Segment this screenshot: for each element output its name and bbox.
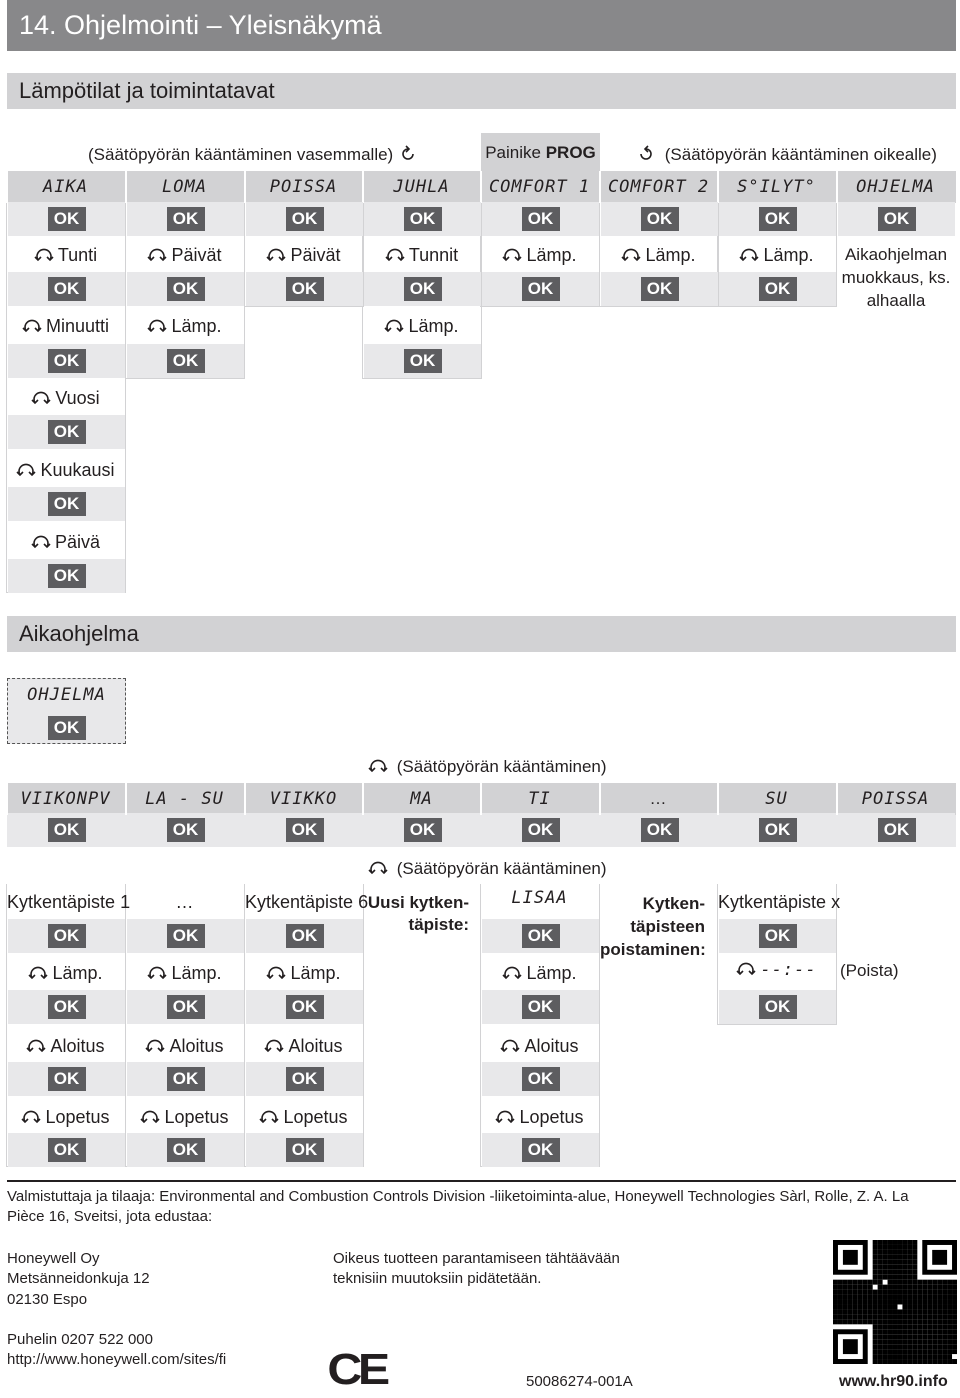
- divider: [480, 171, 482, 203]
- step-label: [363, 309, 480, 343]
- ok-button-day-5[interactable]: [601, 813, 718, 847]
- rotate-icon: [31, 388, 51, 408]
- end-label-text: Lopetus: [283, 1107, 348, 1127]
- start-label: [7, 1029, 124, 1063]
- switch-point-6: Kytkentäpiste 6: [245, 892, 369, 912]
- rotate-icon: [502, 245, 522, 265]
- ok-button-mode-5[interactable]: [601, 202, 718, 236]
- ok-label: OK: [48, 716, 86, 740]
- end-label: [126, 1100, 243, 1134]
- ok-label: OK: [286, 924, 324, 948]
- rotate-icon: [26, 1036, 46, 1056]
- day-1: LA - SU: [145, 789, 224, 809]
- step-label-text: Lämp.: [763, 245, 814, 265]
- day-3: MA: [410, 789, 433, 809]
- ok-button[interactable]: [719, 919, 836, 953]
- step-label-text: Päivä: [54, 532, 101, 552]
- rotate-icon: [384, 316, 404, 336]
- step-label: [7, 238, 124, 272]
- ok-label: OK: [286, 818, 324, 842]
- step-label-text: Tunnit: [408, 245, 459, 265]
- footer-rule: [7, 1180, 956, 1182]
- divider: [480, 783, 482, 815]
- ok-button[interactable]: [246, 1062, 363, 1096]
- website-link[interactable]: http://www.honeywell.com/sites/fi: [7, 1351, 227, 1368]
- ok-button-day-2[interactable]: [246, 813, 363, 847]
- ok-label: OK: [522, 818, 560, 842]
- switch-point-1: Kytkentäpiste 1: [7, 892, 131, 912]
- ok-label: OK: [48, 420, 86, 444]
- rotate-icon: [502, 963, 522, 983]
- ok-label: OK: [167, 924, 205, 948]
- ok-label: OK: [759, 995, 797, 1019]
- ok-button-mode-4[interactable]: [482, 202, 599, 236]
- temp-label-text: Lämp.: [171, 963, 222, 983]
- rotate-icon: [500, 1036, 520, 1056]
- start-label-text: Aloitus: [288, 1036, 343, 1056]
- step-label-text: Kuukausi: [40, 460, 115, 480]
- rotate-caption-text: (Säätöpyörän kääntäminen): [396, 859, 607, 878]
- ok-label: OK: [167, 277, 205, 301]
- address-line-2: Metsänneidonkuja 12: [7, 1270, 150, 1287]
- step-label: [7, 453, 124, 487]
- step-label-text: Lämp.: [408, 316, 459, 336]
- mode-1: LOMA: [162, 177, 207, 197]
- rotate-icon: [28, 963, 48, 983]
- ok-label: OK: [404, 818, 442, 842]
- rotate-icon: [259, 1107, 279, 1127]
- ok-label: OK: [522, 924, 560, 948]
- rotate-icon: [147, 245, 167, 265]
- divider: [244, 783, 246, 815]
- rotate-left-icon: [398, 144, 418, 164]
- end-label-text: Lopetus: [519, 1107, 584, 1127]
- ok-label: OK: [878, 207, 916, 231]
- rights-line-2: teknisiin muutoksiin pidätetään.: [333, 1270, 542, 1287]
- temp-label-text: Lämp.: [290, 963, 341, 983]
- start-label: [126, 1029, 243, 1063]
- rotate-icon: [147, 963, 167, 983]
- divider: [6, 171, 8, 203]
- step-label-text: Päivät: [290, 245, 341, 265]
- step-label: [126, 309, 243, 343]
- start-label-text: Aloitus: [50, 1036, 105, 1056]
- edit-note: [836, 243, 956, 312]
- blank-time-text: --:--: [760, 960, 817, 980]
- ok-label: OK: [48, 492, 86, 516]
- ok-button[interactable]: [601, 272, 718, 306]
- ok-button-day-6[interactable]: [719, 813, 836, 847]
- ok-button-day-7[interactable]: [838, 813, 955, 847]
- divider: [6, 783, 8, 815]
- ok-label: OK: [522, 995, 560, 1019]
- remove-switch-point: Kytken- täpisteen poistaminen:: [600, 894, 706, 959]
- step-label-text: Vuosi: [55, 388, 100, 408]
- ok-button[interactable]: [246, 1133, 363, 1167]
- prog-button-text: Painike: [485, 143, 546, 162]
- ok-label: OK: [759, 207, 797, 231]
- remove-note: (Poista): [840, 961, 899, 980]
- mode-5: COMFORT 2: [607, 177, 710, 197]
- start-label: [245, 1029, 362, 1063]
- ok-label: OK: [404, 277, 442, 301]
- ok-label: OK: [167, 818, 205, 842]
- ok-label: OK: [48, 277, 86, 301]
- ok-button[interactable]: [719, 272, 836, 306]
- ok-label: OK: [522, 1067, 560, 1091]
- ok-button[interactable]: [127, 1062, 244, 1096]
- phone-line: Puhelin 0207 522 000: [7, 1331, 153, 1348]
- prog-button-label: PROG: [545, 143, 596, 162]
- ok-button-mode-7[interactable]: [838, 202, 955, 236]
- divider: [125, 171, 127, 203]
- ok-label: OK: [641, 818, 679, 842]
- divider: [717, 783, 719, 815]
- rotate-icon: [495, 1107, 515, 1127]
- divider: [244, 171, 246, 203]
- ok-label: OK: [286, 1138, 324, 1162]
- rights-line-1: Oikeus tuotteen parantamiseen tähtäävään: [333, 1250, 620, 1267]
- day-5: …: [649, 789, 668, 808]
- ok-label: OK: [167, 995, 205, 1019]
- rotate-right-icon: [636, 144, 656, 164]
- ok-label: OK: [759, 818, 797, 842]
- ok-button[interactable]: [8, 344, 125, 378]
- ok-label: OK: [48, 564, 86, 588]
- manufacturer-line: Valmistuttaja ja tilaaja: Environmental and Combustion Controls Division -liiketoiminta-alue, Honeywell Technologies Sàrl, Rolle, Z. A. La Pièce 16, Sveitsi, jota edustaa:: [7, 1188, 909, 1225]
- mode-2: POISSA: [269, 177, 338, 197]
- ok-button[interactable]: [364, 344, 481, 378]
- step-label: [363, 238, 480, 272]
- ok-button[interactable]: [8, 559, 125, 593]
- rotate-icon: [739, 245, 759, 265]
- step-label-text: Lämp.: [526, 245, 577, 265]
- day-7: POISSA: [861, 789, 930, 809]
- temp-label: [7, 956, 124, 990]
- rotate-icon: [368, 756, 388, 776]
- ok-button[interactable]: [246, 272, 363, 306]
- ok-label: OK: [878, 818, 916, 842]
- mode-0: AIKA: [43, 177, 88, 197]
- mode-7: OHJELMA: [856, 177, 935, 197]
- rotate-icon: [266, 245, 286, 265]
- ok-button[interactable]: [482, 272, 599, 306]
- rotate-icon: [140, 1107, 160, 1127]
- hr90-website[interactable]: www.hr90.info: [839, 1373, 948, 1390]
- ok-label: OK: [759, 924, 797, 948]
- ok-button-day-1[interactable]: [127, 813, 244, 847]
- rotate-caption-switch: [368, 858, 607, 879]
- step-label: [245, 238, 362, 272]
- rotate-caption-days: [368, 756, 607, 777]
- rotate-icon: [31, 532, 51, 552]
- end-label: [7, 1100, 124, 1134]
- rotate-icon: [21, 1107, 41, 1127]
- address-line-3: 02130 Espo: [7, 1291, 88, 1308]
- end-label: [245, 1100, 362, 1134]
- ok-label: OK: [167, 207, 205, 231]
- step-label: [600, 238, 717, 272]
- blank-time-label: [718, 953, 835, 987]
- temp-label: [245, 956, 362, 990]
- divider: [836, 783, 838, 815]
- prog-ok-button[interactable]: [8, 711, 125, 745]
- mode-3: JUHLA: [393, 177, 450, 197]
- prog-button-box: [481, 133, 600, 171]
- ok-label: OK: [167, 1138, 205, 1162]
- rotate-left-text: (Säätöpyörän kääntäminen vasemmalle): [88, 145, 394, 164]
- rotate-icon: [385, 245, 405, 265]
- switch-point-x: Kytkentäpiste x: [718, 892, 841, 912]
- edit-note-text: Aikaohjelman muokkaus, ks. alhaalla: [841, 245, 951, 310]
- rotate-icon: [34, 245, 54, 265]
- ok-button[interactable]: [127, 919, 244, 953]
- ok-button-day-3[interactable]: [364, 813, 481, 847]
- ok-button[interactable]: [127, 344, 244, 378]
- start-label: [481, 1029, 598, 1063]
- ok-button[interactable]: [8, 1133, 125, 1167]
- rotate-icon: [368, 858, 388, 878]
- end-label: [481, 1100, 598, 1134]
- manufacturer-text: [7, 1187, 947, 1227]
- ok-label: OK: [404, 349, 442, 373]
- step-label-text: Lämp.: [171, 316, 222, 336]
- ok-label: OK: [286, 207, 324, 231]
- ok-button[interactable]: [8, 415, 125, 449]
- ok-button[interactable]: [8, 272, 125, 306]
- end-label-text: Lopetus: [164, 1107, 229, 1127]
- ok-button-mode-1[interactable]: [127, 202, 244, 236]
- day-4: TI: [528, 789, 551, 809]
- divider: [362, 171, 364, 203]
- ok-button[interactable]: [8, 487, 125, 521]
- rotate-icon: [16, 460, 36, 480]
- rotate-icon: [22, 316, 42, 336]
- step-label-text: Minuutti: [45, 316, 110, 336]
- ok-label: OK: [286, 995, 324, 1019]
- divider: [836, 171, 838, 203]
- rotate-right-caption: [636, 144, 937, 165]
- rotate-icon: [147, 316, 167, 336]
- ok-label: OK: [48, 1067, 86, 1091]
- ok-button-mode-6[interactable]: [719, 202, 836, 236]
- divider: [599, 783, 601, 815]
- ok-label: OK: [48, 995, 86, 1019]
- ok-button-mode-0[interactable]: [8, 202, 125, 236]
- address-line-1: Honeywell Oy: [7, 1250, 100, 1267]
- ok-button[interactable]: [127, 1133, 244, 1167]
- ok-label: OK: [48, 924, 86, 948]
- step-label: [718, 238, 835, 272]
- document-code: 50086274-001A: [526, 1373, 633, 1390]
- ok-button[interactable]: [482, 990, 599, 1024]
- switch-point-dots: …: [175, 892, 194, 912]
- prog-display-label: OHJELMA: [27, 685, 106, 705]
- ok-label: OK: [167, 349, 205, 373]
- day-2: VIIKKO: [269, 789, 338, 809]
- ok-label: OK: [522, 277, 560, 301]
- ok-label: OK: [286, 1067, 324, 1091]
- end-label-text: Lopetus: [45, 1107, 110, 1127]
- rotate-icon: [266, 963, 286, 983]
- ok-label: OK: [167, 1067, 205, 1091]
- step-label: [7, 309, 124, 343]
- ok-label: OK: [522, 1138, 560, 1162]
- rotate-right-text: (Säätöpyörän kääntäminen oikealle): [664, 145, 937, 164]
- ok-button-day-4[interactable]: [482, 813, 599, 847]
- ok-button-mode-2[interactable]: [246, 202, 363, 236]
- ok-button[interactable]: [246, 919, 363, 953]
- ok-label: OK: [641, 277, 679, 301]
- step-label: [126, 238, 243, 272]
- rotate-icon: [264, 1036, 284, 1056]
- ok-button[interactable]: [8, 1062, 125, 1096]
- divider: [717, 171, 719, 203]
- temp-label: [481, 956, 598, 990]
- mode-6: S°ILYT°: [737, 177, 816, 197]
- step-label-text: Päivät: [171, 245, 222, 265]
- ok-button[interactable]: [8, 919, 125, 953]
- ok-label: OK: [48, 207, 86, 231]
- ok-button[interactable]: [364, 272, 481, 306]
- ok-button[interactable]: [127, 990, 244, 1024]
- temp-label: [126, 956, 243, 990]
- new-switch-point: Uusi kytken- täpiste:: [367, 893, 469, 934]
- section-heading-time-program: Aikaohjelma: [7, 616, 956, 652]
- step-label: [481, 238, 598, 272]
- rotate-icon: [621, 245, 641, 265]
- start-label-text: Aloitus: [524, 1036, 579, 1056]
- add-switch-point: LISAA: [511, 888, 568, 908]
- ok-label: OK: [522, 207, 560, 231]
- divider: [125, 783, 127, 815]
- ok-label: OK: [286, 277, 324, 301]
- ok-button[interactable]: [246, 990, 363, 1024]
- ok-button[interactable]: [482, 1133, 599, 1167]
- rotate-caption-text: (Säätöpyörän kääntäminen): [396, 757, 607, 776]
- rotate-icon: [145, 1036, 165, 1056]
- qr-code-icon: [833, 1240, 957, 1364]
- day-6: SU: [765, 789, 788, 809]
- ok-button[interactable]: [127, 272, 244, 306]
- day-0: VIIKONPV: [20, 789, 111, 809]
- start-label-text: Aloitus: [169, 1036, 224, 1056]
- divider: [599, 171, 601, 203]
- section-heading-temperatures: Lämpötilat ja toimintatavat: [7, 73, 956, 109]
- ok-button[interactable]: [8, 990, 125, 1024]
- ok-label: OK: [48, 1138, 86, 1162]
- ok-label: OK: [641, 207, 679, 231]
- ok-button-mode-3[interactable]: [364, 202, 481, 236]
- step-label-text: Tunti: [57, 245, 98, 265]
- ok-label: OK: [404, 207, 442, 231]
- ok-button[interactable]: [482, 1062, 599, 1096]
- ok-label: OK: [48, 349, 86, 373]
- mode-4: COMFORT 1: [488, 177, 591, 197]
- temp-label-text: Lämp.: [52, 963, 103, 983]
- temp-label-text: Lämp.: [526, 963, 577, 983]
- rotate-icon: [736, 959, 756, 979]
- ce-mark: CE: [327, 1345, 386, 1394]
- step-label: [7, 525, 124, 559]
- ok-button-day-0[interactable]: [8, 813, 125, 847]
- step-label: [7, 381, 124, 415]
- rotate-left-caption: [88, 144, 422, 165]
- ok-button[interactable]: [482, 919, 599, 953]
- ok-button[interactable]: [719, 990, 836, 1024]
- step-label-text: Lämp.: [645, 245, 696, 265]
- page-title: 14. Ohjelmointi – Yleisnäkymä: [7, 0, 956, 51]
- ok-label: OK: [48, 818, 86, 842]
- ok-label: OK: [759, 277, 797, 301]
- divider: [362, 783, 364, 815]
